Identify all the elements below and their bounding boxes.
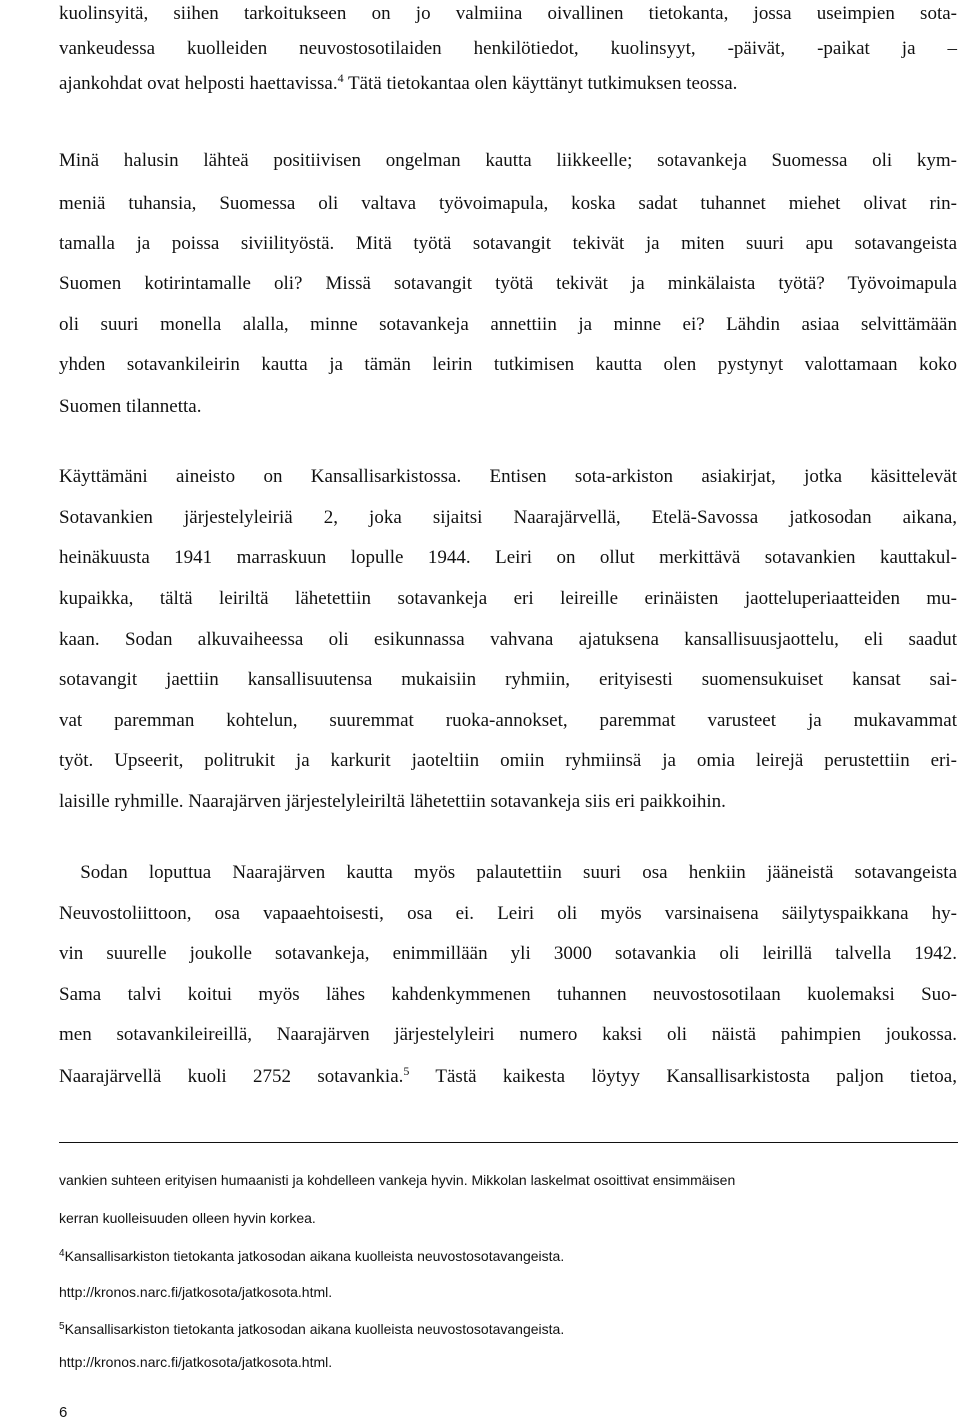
- intro-line-1: kuolinsyitä, siihen tarkoitukseen on jo valmiina oivallinen tietokanta, jossa useimpien sota-: [59, 3, 957, 24]
- paragraph-3-line: vat paremman kohtelun, suuremmat ruoka-annokset, paremmat varusteet ja mukavammat: [59, 710, 957, 731]
- intro-line-2: vankeudessa kuolleiden neuvostosotilaiden henkilötiedot, kuolinsyyt, -päivät, -paikat ja –: [59, 38, 957, 59]
- footnote-4-text: Kansallisarkiston tietokanta jatkosodan aikana kuolleista neuvostosotavangeista.: [64, 1248, 565, 1264]
- paragraph-4-line: vin suurelle joukolle sotavankeja, enimmillään yli 3000 sotavankia oli leirillä talvella 1942.: [59, 943, 957, 964]
- footnote-4: [59, 1246, 564, 1266]
- intro-line-3: [59, 71, 957, 97]
- footnote-continued-line: vankien suhteen erityisen humaanisti ja kohdelleen vankeja hyvin. Mikkolan laskelmat osoittivat ensimmäisen: [59, 1172, 736, 1188]
- paragraph-4-line: Neuvostoliittoon, osa vapaaehtoisesti, osa ei. Leiri oli myös varsinaisena säilytyspaikkana hy-: [59, 903, 957, 924]
- paragraph-3-line: työt. Upseerit, politrukit ja karkurit jaoteltiin omiin ryhmiinsä ja omia leirejä perustettiin eri-: [59, 750, 957, 771]
- paragraph-2-line: tamalla ja poissa siviilityöstä. Mitä työtä sotavangit tekivät ja miten suuri apu sotavangeista: [59, 233, 957, 254]
- paragraph-4-last-line: [59, 1064, 957, 1090]
- footnote-ref-4: 4: [337, 71, 344, 85]
- intro-line-3-rest: Tätä tietokantaa olen käyttänyt tutkimuksen teossa.: [343, 73, 738, 94]
- paragraph-3-line: sotavangit jaettiin kansallisuutensa mukaisiin ryhmiin, erityisesti suomensukuiset kansat sai-: [59, 669, 957, 690]
- paragraph-2-line: meniä tuhansia, Suomessa oli valtava työvoimapula, koska sadat tuhannet miehet olivat rin-: [59, 193, 957, 214]
- footnote-5: [59, 1319, 564, 1339]
- paragraph-4-text: Naarajärvellä kuoli 2752 sotavankia.: [59, 1066, 404, 1087]
- paragraph-3-line: kupaikka, tältä leiriltä lähetettiin sotavankeja eri leireille erinäisten jaotteluperiaatteiden mu-: [59, 588, 957, 609]
- intro-line-3-text: ajankohdat ovat helposti haettavissa.: [59, 73, 338, 94]
- footnote-5-url[interactable]: http://kronos.narc.fi/jatkosota/jatkosota.html.: [59, 1354, 333, 1370]
- paragraph-3-line: Käyttämäni aineisto on Kansallisarkistossa. Entisen sota-arkiston asiakirjat, jotka käsittelevät: [59, 466, 957, 487]
- paragraph-3-line: Sotavankien järjestelyleiriä 2, joka sijaitsi Naarajärvellä, Etelä-Savossa jatkosodan aikana,: [59, 507, 957, 528]
- paragraph-4-line: Sama talvi koitui myös lähes kahdenkymmenen tuhannen neuvostosotilaan kuolemaksi Suo-: [59, 984, 957, 1005]
- paragraph-2-line: Suomen tilannetta.: [59, 396, 202, 417]
- paragraph-4-line: men sotavankileireillä, Naarajärven järjestelyleiri numero kaksi oli näistä pahimpien joukossa.: [59, 1024, 957, 1045]
- footnote-separator: [59, 1142, 958, 1143]
- paragraph-2-line: oli suuri monella alalla, minne sotavankeja annettiin ja minne ei? Lähdin asiaa selvittämään: [59, 314, 957, 335]
- footnote-continued-line: kerran kuolleisuuden olleen hyvin korkea.: [59, 1210, 316, 1226]
- paragraph-2-line: Minä halusin lähteä positiivisen ongelman kautta liikkeelle; sotavankeja Suomessa oli kym-: [59, 150, 957, 171]
- paragraph-4-rest: Tästä kaikesta löytyy Kansallisarkistosta paljon tietoa,: [409, 1066, 957, 1087]
- paragraph-2-line: yhden sotavankileirin kautta ja tämän leirin tutkimisen kautta olen pystynyt valottamaan koko: [59, 354, 957, 375]
- paragraph-3-line: laisille ryhmille. Naarajärven järjestelyleiriltä lähetettiin sotavankeja siis eri paikkoihin.: [59, 791, 726, 812]
- paragraph-3-line: kaan. Sodan alkuvaiheessa oli esikunnassa vahvana ajatuksena kansallisuusjaottelu, eli saadut: [59, 629, 957, 650]
- footnote-4-url[interactable]: http://kronos.narc.fi/jatkosota/jatkosota.html.: [59, 1284, 333, 1300]
- page-number: 6: [59, 1404, 68, 1421]
- paragraph-4-line: Sodan loputtua Naarajärven kautta myös palautettiin suuri osa henkiin jääneistä sotavangeista: [59, 862, 957, 883]
- footnote-5-number: 5: [59, 1321, 65, 1332]
- footnote-4-number: 4: [59, 1248, 65, 1259]
- paragraph-3-line: heinäkuusta 1941 marraskuun lopulle 1944. Leiri on ollut merkittävä sotavankien kauttakul-: [59, 547, 957, 568]
- paragraph-2-line: Suomen kotirintamalle oli? Missä sotavangit työtä tekivät ja minkälaista työtä? Työvoimapula: [59, 273, 957, 294]
- footnote-ref-5: 5: [403, 1064, 410, 1078]
- footnote-5-text: Kansallisarkiston tietokanta jatkosodan aikana kuolleista neuvostosotavangeista.: [64, 1321, 565, 1337]
